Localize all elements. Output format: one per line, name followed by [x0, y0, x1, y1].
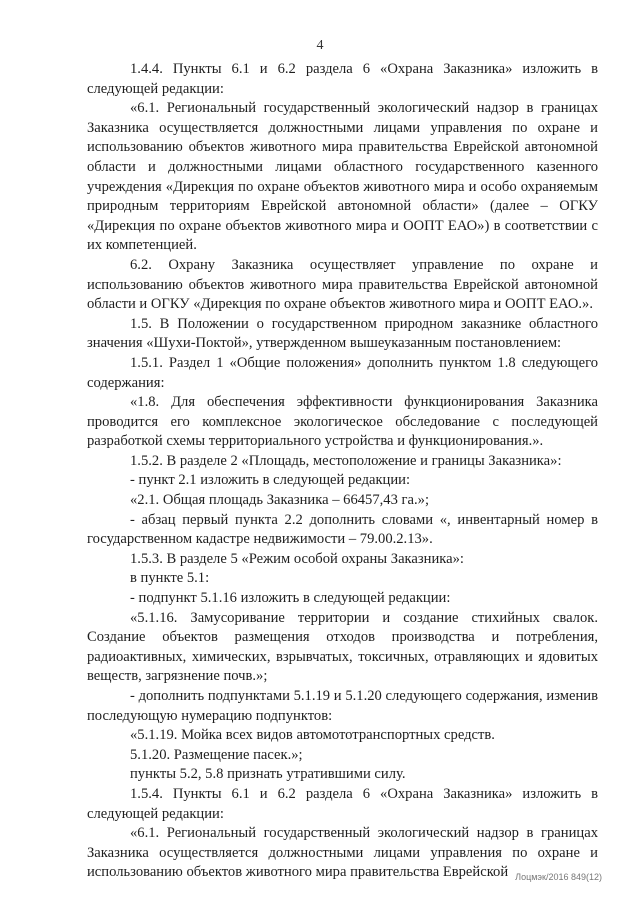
paragraph: «5.1.19. Мойка всех видов автомототранспортных средств.	[130, 727, 495, 744]
paragraph: в пункте 5.1:	[130, 570, 210, 587]
paragraph: 1.4.4. Пункты 6.1 и 6.2 раздела 6 «Охрана Заказника» изложить в следующей редакции:	[87, 61, 598, 97]
paragraph: 5.1.20. Размещение пасек.»;	[130, 746, 303, 763]
paragraph: «1.8. Для обеспечения эффективности функционирования Заказника проводится его комплексное экологическое обследование с последующей разработкой схемы территориального устройства и функционирования.».	[87, 394, 598, 450]
paragraph: - абзац первый пункта 2.2 дополнить словами «, инвентарный номер в государственном кадастре недвижимости – 79.00.2.13».	[87, 511, 598, 548]
paragraph: «6.1. Региональный государственный экологический надзор в границах Заказника осуществляется должностными лицами управления по охране и использованию объектов животного мира правительства Еврейской	[87, 825, 598, 881]
paragraph: - подпункт 5.1.16 изложить в следующей редакции:	[130, 590, 451, 607]
paragraph: 1.5.2. В разделе 2 «Площадь, местоположение и границы Заказника»:	[130, 452, 562, 469]
footer-code: Лоцмэк/2016 849(12)	[515, 872, 602, 882]
paragraph: - пункт 2.1 изложить в следующей редакции:	[130, 472, 411, 489]
paragraph: 1.5.1. Раздел 1 «Общие положения» дополнить пунктом 1.8 следующего содержания:	[87, 354, 598, 391]
paragraph: 1.5. В Положении о государственном природном заказнике областного значения «Шухи-Поктой», утвержденном вышеуказанным постановлением:	[87, 315, 598, 352]
paragraph: - дополнить подпунктами 5.1.19 и 5.1.20 следующего содержания, изменив последующую нумерацию подпунктов:	[87, 688, 598, 724]
document-body	[87, 60, 598, 883]
paragraph: пункты 5.2, 5.8 признать утратившими силу.	[130, 766, 406, 783]
paragraph: «5.1.16. Замусоривание территории и создание стихийных свалок. Создание объектов размещения отходов производства и потребления, радиоактивных, химических, взрывчатых, токсичных, отравляющих и ядовитых веществ, загрязнение почв.»;	[87, 609, 598, 685]
paragraph: 1.5.3. В разделе 5 «Режим особой охраны Заказника»:	[130, 550, 464, 567]
paragraph: «6.1. Региональный государственный экологический надзор в границах Заказника осуществляется должностными лицами управления по охране и использованию объектов животного мира правительства Еврейской автономной области и должностными лицами областного государственного казенного учреждения «Дирекция по охране объектов животного мира и особо охраняемым природным территориям Еврейской автономной области» (далее – ОГКУ «Дирекция по охране объектов животного мира и ООПТ ЕАО») в соответствии с их компетенцией.	[87, 100, 598, 254]
paragraph: 1.5.4. Пункты 6.1 и 6.2 раздела 6 «Охрана Заказника» изложить в следующей редакции:	[87, 785, 598, 822]
page-number: 4	[316, 38, 324, 53]
paragraph: 6.2. Охрану Заказника осуществляет управление по охране и использованию объектов животного мира правительства Еврейской автономной области и ОГКУ «Дирекция по охране объектов животного мира и ООПТ ЕАО.».	[87, 256, 598, 313]
paragraph: «2.1. Общая площадь Заказника – 66457,43 га.»;	[130, 492, 430, 509]
